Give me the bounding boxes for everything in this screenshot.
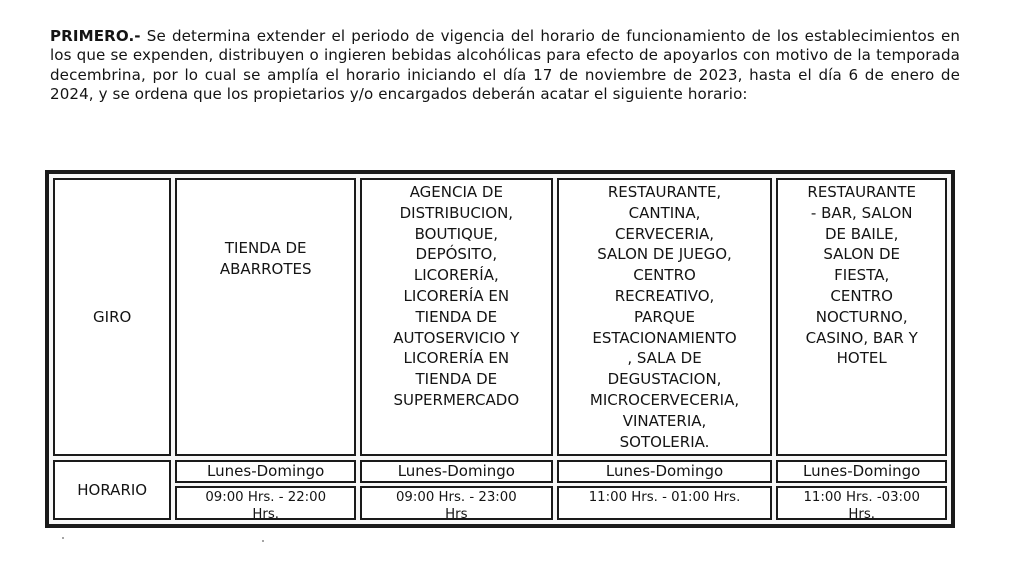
giro-cell [557, 178, 773, 456]
scan-speck [62, 537, 64, 539]
schedule-cell [175, 460, 356, 523]
scan-speck [262, 540, 264, 542]
hours-text: 09:00 Hrs. - 23:00 Hrs [360, 486, 553, 520]
article-text: Se determina extender el periodo de vigencia del horario de funcionamiento de los establecimientos en los que se expenden, distribuyen o ingieren bebidas alcohólicas para efecto de apoyarlos con motivo de la temporada decembrina, por lo cual se amplía el horario iniciando el día 17 de noviembre de 2023, hasta el día 6 de enero de 2024, y se ordena que los propietarios y/o encargados deberán acatar el siguiente horario: [50, 27, 960, 103]
days-text: Lunes-Domingo [175, 460, 356, 483]
hours-text: 11:00 Hrs. - 01:00 Hrs. [557, 486, 773, 520]
giro-text: AGENCIA DE DISTRIBUCION, BOUTIQUE, DEPÓSITO, LICORERÍA, LICORERÍA EN TIENDA DE AUTOSERVICIO Y LICORERÍA EN TIENDA DE SUPERMERCADO [393, 183, 520, 409]
giro-cell [360, 178, 553, 456]
horario-label-cell [53, 460, 171, 520]
days-text: Lunes-Domingo [776, 460, 947, 483]
giro-cell [175, 178, 356, 456]
horario-label: HORARIO [77, 480, 148, 499]
days-text: Lunes-Domingo [360, 460, 553, 483]
hours-text: 11:00 Hrs. -03:00 Hrs. [776, 486, 947, 520]
giro-row [53, 178, 947, 456]
days-text: Lunes-Domingo [557, 460, 773, 483]
giro-label: GIRO [93, 307, 132, 326]
horario-row [53, 460, 947, 520]
schedule-cell [360, 460, 553, 523]
giro-text: RESTAURANTE, CANTINA, CERVECERIA, SALON DE JUEGO, CENTRO RECREATIVO, PARQUE ESTACIONAMIENTO , SALA DE DEGUSTACION, MICROCERVECERIA, VINATERIA, SOTOLERIA. [589, 183, 740, 451]
giro-cell [776, 178, 947, 456]
giro-text: RESTAURANTE - BAR, SALON DE BAILE, SALON DE FIESTA, CENTRO NOCTURNO, CASINO, BAR Y HOTEL [805, 183, 918, 368]
schedule-cell [557, 460, 773, 520]
schedule-table [45, 170, 955, 528]
article-paragraph [50, 27, 960, 104]
article-lead: PRIMERO.- [50, 27, 141, 45]
hours-text: 09:00 Hrs. - 22:00 Hrs. [175, 486, 356, 520]
giro-text: TIENDA DE ABARROTES [219, 239, 312, 278]
schedule-cell [776, 460, 947, 523]
giro-label-cell [53, 178, 171, 456]
